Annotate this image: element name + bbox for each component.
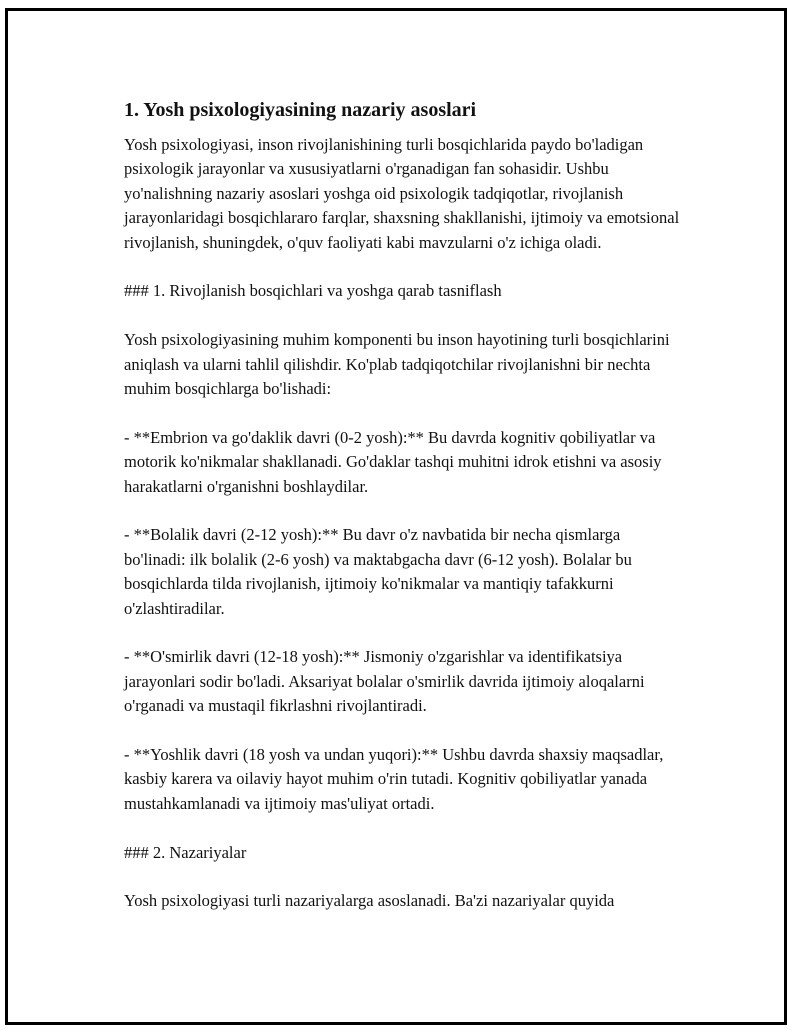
list-item-childhood: - **Bolalik davri (2-12 yosh):** Bu davr o'z navbatida bir necha qismlarga bo'linadi: ilk bolalik (2-6 yosh) va maktabgacha davr (6-12 yosh). Bolalar bu bosqichlarda tilda rivojlanish, ijtimoiy ko'nikmalar va mantiqiy tafakkurni o'zlashtiradilar. [124,525,632,618]
document-title: 1. Yosh psixologiyasining nazariy asoslari [124,99,477,121]
list-item-infancy: - **Embrion va go'daklik davri (0-2 yosh):** Bu davrda kognitiv qobiliyatlar va motorik ko'nikmalar shakllanadi. Go'daklar tashqi muhitni idrok etishni va asosiy harakatlarni o'rganishni boshlaydilar. [124,427,662,496]
intro-paragraph: Yosh psixologiyasi, inson rivojlanishining turli bosqichlarida paydo bo'ladigan psixologik jarayonlar va xususiyatlarni o'rganadigan fan sohasidir. Ushbu yo'nalishning nazariy asoslari yoshga oid psixologik tadqiqotlar, rivojlanish jarayonlaridagi bosqichlararo farqlar, shaxsning shakllanishi, ijtimoiy va emotsional rivojlanish, shuningdek, o'quv faoliyati kabi mavzularni o'z ichiga oladi. [124,135,680,252]
document-body [124,97,684,938]
stages-intro-paragraph: Yosh psixologiyasining muhim komponenti bu inson hayotining turli bosqichlarini aniqlash va ularni tahlil qilishdir. Ko'plab tadqiqotchilar rivojlanishni bir nechta muhim bosqichlarga bo'lishadi: [124,330,670,399]
document-page [5,8,787,1025]
section-heading-stages: ### 1. Rivojlanish bosqichlari va yoshga qarab tasniflash [124,281,502,301]
list-item-adolescence: - **O'smirlik davri (12-18 yosh):** Jismoniy o'zgarishlar va identifikatsiya jarayonlari sodir bo'ladi. Aksariyat bolalar o'smirlik davrida ijtimoiy aloqalarni o'rganadi va mustaqil fikrlashni rivojlantiradi. [124,647,645,716]
list-item-youth: - **Yoshlik davri (18 yosh va undan yuqori):** Ushbu davrda shaxsiy maqsadlar, kasbiy karera va oilaviy hayot muhim o'rin tutadi. Kognitiv qobiliyatlar yanada mustahkamlanadi va ijtimoiy mas'uliyat ortadi. [124,745,664,813]
theories-paragraph: Yosh psixologiyasi turli nazariyalarga asoslanadi. Ba'zi nazariyalar quyida [124,891,615,911]
section-heading-theories: ### 2. Nazariyalar [124,842,247,862]
